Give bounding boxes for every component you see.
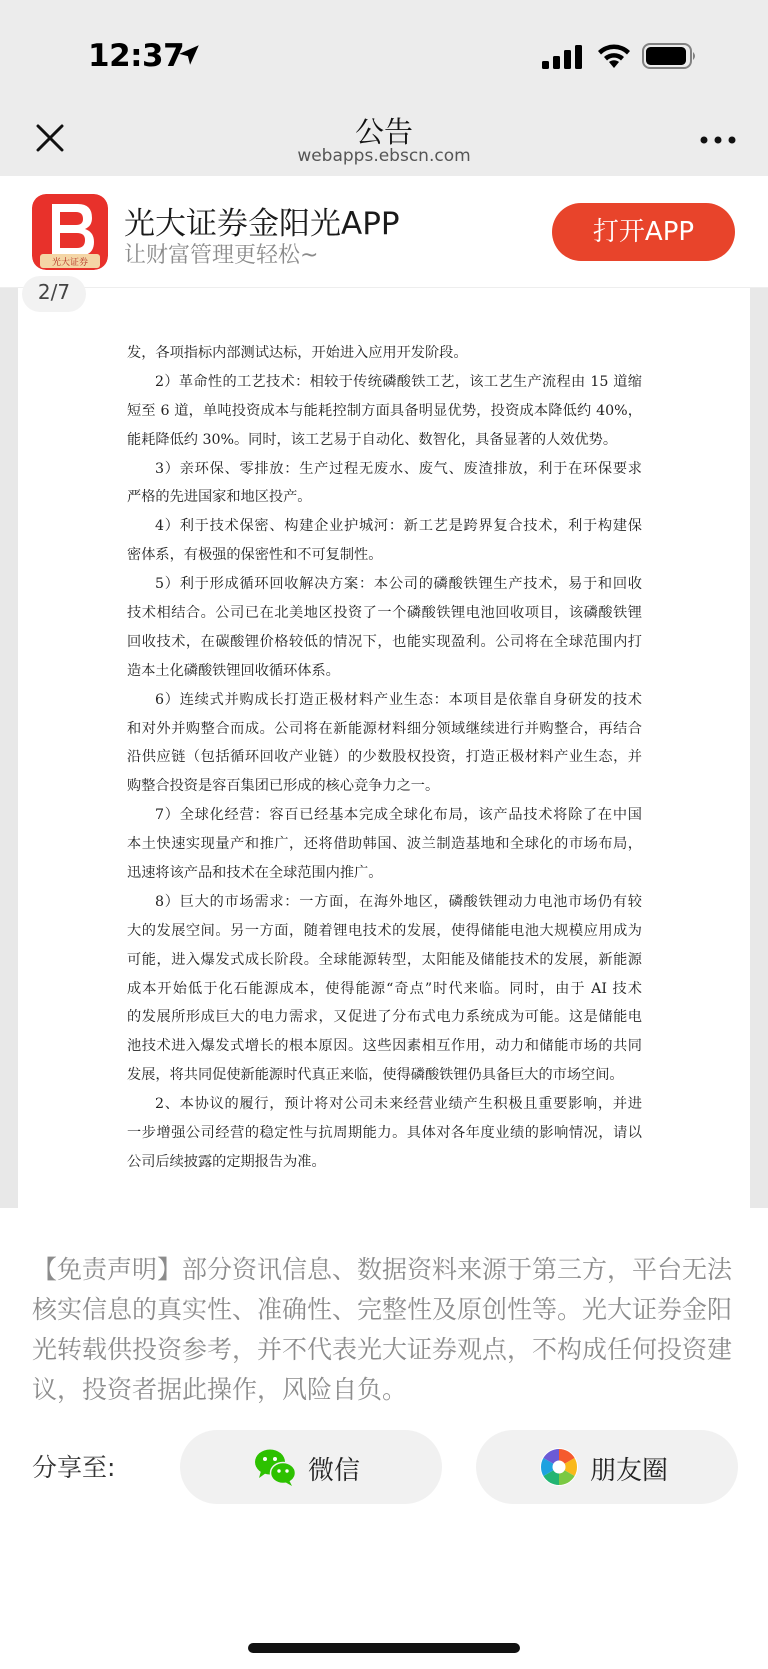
doc-line: 回收技术，在碳酸锂价格较低的情况下，也能实现盈利。公司将在全球范围内打 bbox=[127, 633, 642, 650]
doc-line: 成本开始低于化石能源成本，使得能源“奇点”时代来临。同时，由于 AI 技术 bbox=[127, 980, 642, 997]
document-text bbox=[127, 339, 642, 1177]
doc-line: 公司后续披露的定期报告为准。 bbox=[127, 1153, 326, 1170]
doc-line: 4）利于技术保密、构建企业护城河：新工艺是跨界复合技术，利于构建保 bbox=[155, 518, 642, 535]
doc-line: 沿供应链（包括循环回收产业链）的少数股权投资，打造正极材料产业生态，并 bbox=[127, 749, 642, 766]
disclaimer-text: 【免责声明】部分资讯信息、数据资料来源于第三方，平台无法核实信息的真实性、准确性、完整性及原创性等。光大证券金阳光转载供投资参考，并不代表光大证券观点，不构成任何投资建议，投资者据此操作，风险自负。 bbox=[32, 1255, 733, 1404]
app-logo-text: 光大证券 bbox=[51, 258, 89, 268]
doc-line: 造本土化磷酸铁锂回收循环体系。 bbox=[127, 662, 340, 679]
doc-line: 6）连续式并购成长打造正极材料产业生态：本项目是依靠自身研发的技术 bbox=[155, 691, 642, 708]
doc-line: 5）利于形成循环回收解决方案：本公司的磷酸铁锂生产技术，易于和回收 bbox=[155, 576, 642, 593]
cellular-signal-icon bbox=[542, 45, 582, 69]
doc-line: 的发展所形成巨大的电力需求，又促进了分布式电力系统成为可能。这是储能电 bbox=[127, 1009, 642, 1026]
status-time: 12:37 bbox=[88, 38, 185, 74]
doc-line: 2、本协议的履行，预计将对公司未来经营业绩产生积极且重要影响，并进 bbox=[155, 1096, 642, 1113]
app-download-banner bbox=[0, 176, 768, 288]
doc-line: 购整合投资是容百集团已形成的核心竞争力之一。 bbox=[127, 778, 440, 795]
doc-line: 发展，将共同促使新能源时代真正来临，使得磷酸铁锂仍具备巨大的市场空间。 bbox=[127, 1067, 624, 1084]
doc-line: 可能，进入爆发式成长阶段。全球能源转型，太阳能及储能技术的发展，新能源 bbox=[127, 951, 642, 968]
doc-line: 8）巨大的市场需求：一方面，在海外地区，磷酸铁锂动力电池市场仍有较 bbox=[155, 893, 642, 910]
share-wechat-button[interactable] bbox=[180, 1430, 442, 1504]
status-bar bbox=[0, 0, 768, 106]
doc-line: 发，各项指标内部测试达标，开始进入应用开发阶段。 bbox=[127, 345, 468, 361]
doc-line: 能耗降低约 30%。同时，该工艺易于自动化、数智化，具备显著的人效优势。 bbox=[127, 431, 618, 448]
moments-icon bbox=[538, 1447, 580, 1487]
doc-line: 本土快速实现量产和推广，还将借助韩国、波兰制造基地和全球化的市场布局， bbox=[127, 836, 642, 853]
doc-line: 一步增强公司经营的稳定性与抗周期能力。具体对各年度业绩的影响情况，请以 bbox=[127, 1125, 642, 1142]
location-arrow-icon bbox=[176, 42, 202, 68]
doc-line: 密体系，有极强的保密性和不可复制性。 bbox=[127, 547, 383, 564]
app-slogan: 让财富管理更轻松~ bbox=[124, 243, 319, 268]
doc-line: 和对外并购整合而成。公司将在新能源材料细分领域继续进行并购整合，再结合 bbox=[127, 720, 642, 737]
share-moments-button[interactable] bbox=[476, 1430, 738, 1504]
doc-line: 迅速将该产品和技术在全球范围内推广。 bbox=[127, 865, 383, 882]
app-logo[interactable] bbox=[32, 194, 108, 270]
share-wechat-label: 微信 bbox=[308, 1456, 361, 1486]
doc-line: 技术相结合。公司已在北美地区投资了一个磷酸铁锂电池回收项目，该磷酸铁锂 bbox=[127, 605, 642, 622]
app-name: 光大证券金阳光APP bbox=[124, 206, 400, 242]
wechat-icon bbox=[254, 1447, 296, 1487]
page-indicator: 2/7 bbox=[22, 276, 86, 312]
page-url: webapps.ebscn.com bbox=[297, 146, 471, 166]
share-moments-label: 朋友圈 bbox=[590, 1456, 669, 1486]
doc-line: 池技术进入爆发式增长的根本原因。这些因素相互作用，动力和储能市场的共同 bbox=[127, 1038, 642, 1055]
open-app-button[interactable]: 打开APP bbox=[552, 203, 735, 261]
battery-icon bbox=[642, 42, 698, 70]
doc-line: 大的发展空间。另一方面，随着锂电技术的发展，使得储能电池大规模应用成为 bbox=[127, 922, 642, 939]
page-title: 公告 bbox=[354, 115, 413, 149]
home-indicator[interactable] bbox=[248, 1643, 520, 1653]
doc-line: 短至 6 道，单吨投资成本与能耗控制方面具备明显优势，投资成本降低约 40%， bbox=[127, 402, 642, 419]
doc-line: 严格的先进国家和地区投产。 bbox=[127, 489, 312, 506]
share-label: 分享至: bbox=[32, 1453, 116, 1482]
wifi-icon bbox=[596, 42, 632, 70]
doc-line: 2）革命性的工艺技术：相较于传统磷酸铁工艺，该工艺生产流程由 15 道缩 bbox=[155, 373, 642, 390]
doc-line: 3）亲环保、零排放：生产过程无废水、废气、废渣排放，利于在环保要求 bbox=[155, 460, 642, 477]
doc-line: 7）全球化经营：容百已经基本完成全球化布局，该产品技术将除了在中国 bbox=[155, 807, 642, 824]
more-icon[interactable] bbox=[698, 134, 738, 146]
nav-bar bbox=[0, 106, 768, 176]
